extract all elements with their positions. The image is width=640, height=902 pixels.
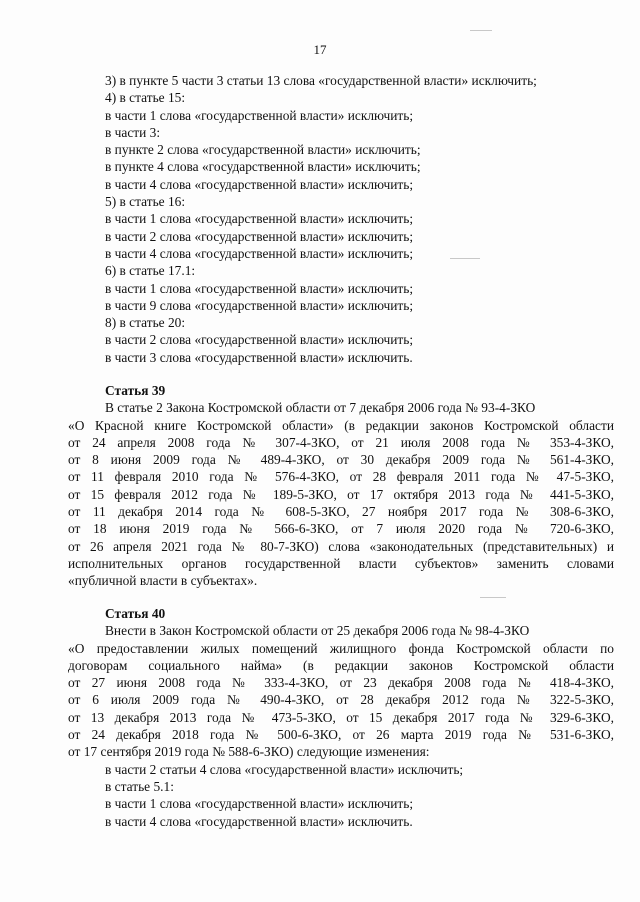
- paragraph-line: от 11 декабря 2014 года № 608-5-ЗКО, 27 ноября 2017 года № 308-6-ЗКО,: [68, 504, 614, 520]
- scan-speck: [450, 258, 480, 259]
- paragraph-line: от 15 февраля 2012 года № 189-5-ЗКО, от 17 октября 2013 года № 441-5-ЗКО,: [68, 486, 614, 502]
- amendment-line: 8) в статье 20:: [105, 315, 186, 331]
- scan-speck: [470, 30, 492, 31]
- amendment-list: [68, 72, 614, 366]
- paragraph-line: от 18 июня 2019 года № 566-6-ЗКО, от 7 июля 2020 года № 720-6-ЗКО,: [68, 521, 614, 537]
- paragraph-line: Внести в Закон Костромской области от 25 декабря 2006 года № 98-4-ЗКО: [105, 623, 530, 639]
- amendment-line: 5) в статье 16:: [105, 194, 186, 210]
- amendment-line: в части 1 слова «государственной власти» исключить;: [105, 107, 414, 123]
- amendment-line: 3) в пункте 5 части 3 статьи 13 слова «государственной власти» исключить;: [105, 73, 537, 88]
- paragraph-line: от 8 июня 2009 года № 489-4-ЗКО, от 30 декабря 2009 года № 561-4-ЗКО,: [68, 452, 614, 468]
- paragraph-line: от 6 июля 2009 года № 490-4-ЗКО, от 28 декабря 2012 года № 322-5-ЗКО,: [68, 692, 614, 708]
- scan-speck: [480, 597, 506, 598]
- article-heading: Статья 40: [105, 606, 166, 621]
- paragraph-line: «публичной власти в субъектах».: [68, 573, 258, 589]
- amendment-line: в части 4 слова «государственной власти» исключить;: [105, 245, 414, 261]
- amendment-line: в части 9 слова «государственной власти» исключить;: [105, 297, 414, 313]
- amendment-line: в части 1 слова «государственной власти» исключить;: [105, 211, 414, 227]
- paragraph-line: от 17 сентября 2019 года № 588-6-ЗКО) следующие изменения:: [68, 744, 430, 760]
- amendment-line: в части 2 статьи 4 слова «государственной власти» исключить;: [105, 761, 464, 777]
- paragraph-line: от 24 апреля 2008 года № 307-4-ЗКО, от 21 июля 2008 года № 353-4-ЗКО,: [68, 434, 614, 450]
- paragraph-line: от 11 февраля 2010 года № 576-4-ЗКО, от 28 февраля 2011 года № 47-5-ЗКО,: [68, 469, 614, 485]
- paragraph-line: «О Красной книге Костромской области» (в редакции законов Костромской области: [68, 417, 614, 433]
- amendment-line: в части 2 слова «государственной власти» исключить;: [105, 228, 414, 244]
- amendment-line: в части 2 слова «государственной власти» исключить;: [105, 332, 414, 348]
- paragraph-line: исполнительных органов государственной власти субъектов» заменить словами: [68, 555, 614, 571]
- amendment-line: в статье 5.1:: [105, 778, 174, 794]
- amendment-line: в части 4 слова «государственной власти» исключить;: [105, 176, 414, 192]
- amendment-line: в части 4 слова «государственной власти» исключить.: [105, 813, 413, 829]
- amendment-line: в пункте 2 слова «государственной власти» исключить;: [105, 142, 421, 158]
- amendment-line: в части 1 слова «государственной власти» исключить;: [105, 280, 414, 296]
- paragraph-line: от 27 июня 2008 года № 333-4-ЗКО, от 23 декабря 2008 года № 418-4-ЗКО,: [68, 675, 614, 691]
- amendment-line: в части 3 слова «государственной власти» исключить.: [105, 349, 413, 365]
- page-number: 17: [313, 42, 327, 57]
- amendment-line: в пункте 4 слова «государственной власти» исключить;: [105, 159, 421, 175]
- article-39: [68, 382, 614, 590]
- article-40: [68, 605, 614, 830]
- amendment-line: в части 3:: [105, 124, 161, 140]
- paragraph-line: от 24 декабря 2018 года № 500-6-ЗКО, от 26 марта 2019 года № 531-6-ЗКО,: [68, 727, 614, 743]
- paragraph-line: В статье 2 Закона Костромской области от 7 декабря 2006 года № 93-4-ЗКО: [105, 400, 536, 416]
- amendment-line: 6) в статье 17.1:: [105, 263, 196, 279]
- amendment-line: 4) в статье 15:: [105, 90, 186, 106]
- article-heading: Статья 39: [105, 383, 166, 398]
- amendment-line: в части 1 слова «государственной власти» исключить;: [105, 796, 414, 812]
- paragraph-line: «О предоставлении жилых помещений жилищного фонда Костромской области по: [68, 640, 614, 656]
- paragraph-line: от 26 апреля 2021 года № 80-7-ЗКО) слова «законодательных (представительных) и: [68, 538, 614, 554]
- paragraph-line: от 13 декабря 2013 года № 473-5-ЗКО, от 15 декабря 2017 года № 329-6-ЗКО,: [68, 709, 614, 725]
- paragraph-line: договорам социального найма» (в редакции законов Костромской области: [68, 657, 614, 673]
